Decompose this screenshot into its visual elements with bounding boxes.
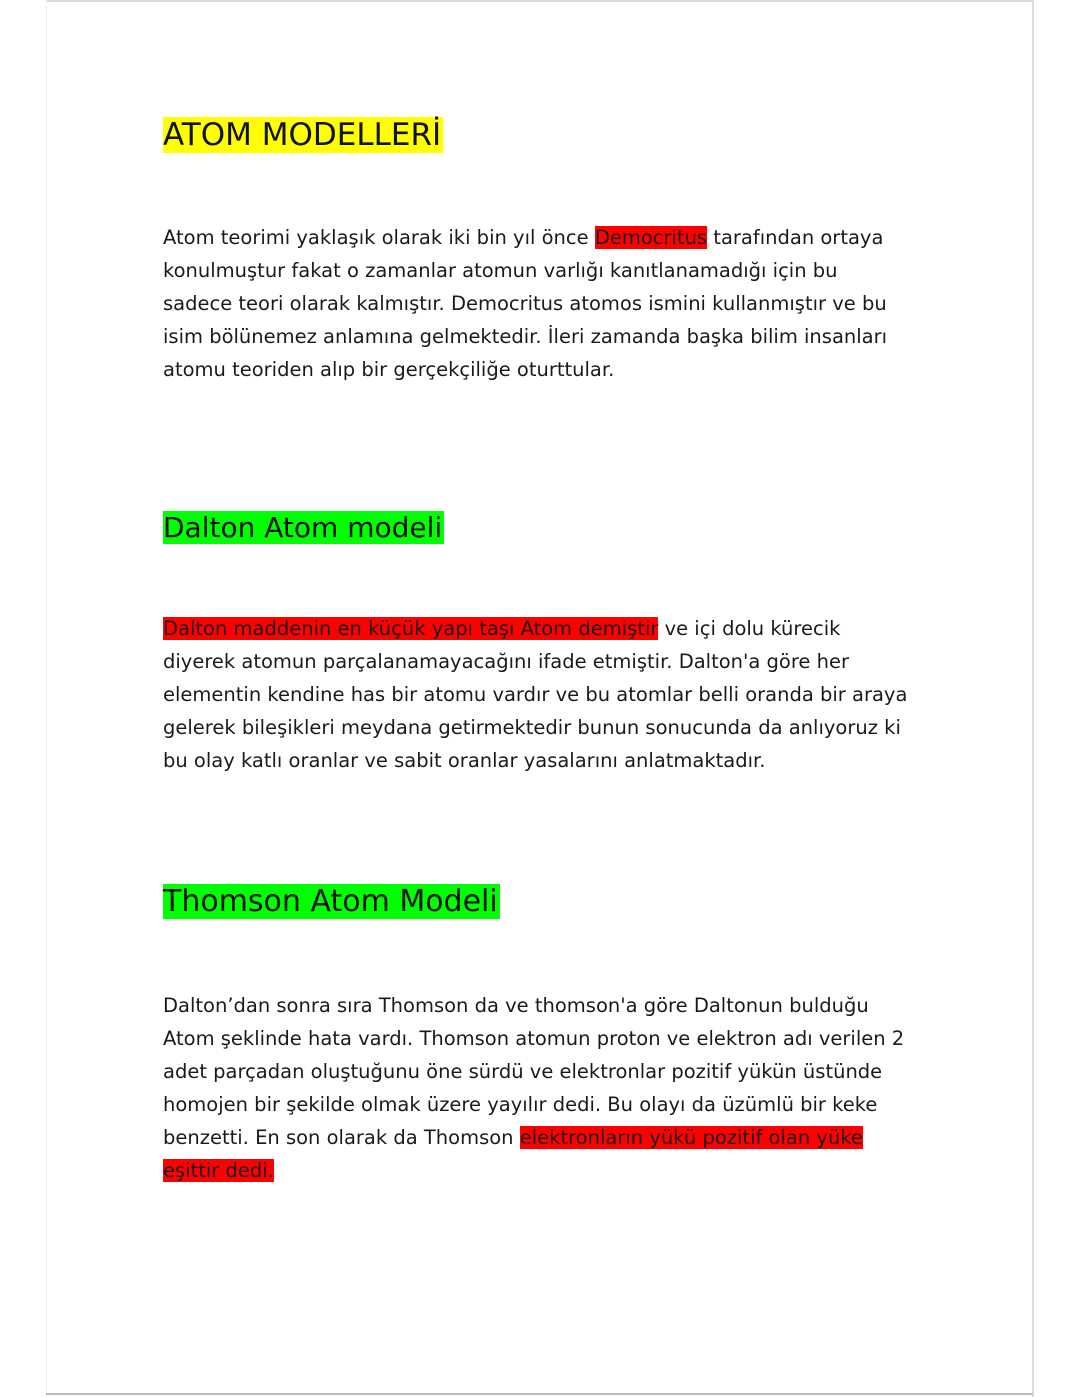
dalton-line-1	[163, 612, 923, 645]
dalton-line-1-post: ve içi dolu kürecik	[658, 617, 841, 640]
thomson-line-4: homojen bir şekilde olmak üzere yayılır dedi. Bu olayı da üzümlü bir keke	[163, 1093, 878, 1116]
thomson-line-5-pre: benzetti. En son olarak da Thomson	[163, 1126, 520, 1149]
intro-line-1-pre: Atom teorimi yaklaşık olarak iki bin yıl önce	[163, 226, 595, 249]
intro-line-1	[163, 221, 923, 254]
intro-line-3: sadece teori olarak kalmıştır. Democritus atomos ismini kullanmıştır ve bu	[163, 292, 887, 315]
thomson-highlight-1: elektronların yükü pozitif olan yüke	[519, 1126, 863, 1149]
main-title	[163, 116, 443, 155]
thomson-line-1: Dalton’dan sonra sıra Thomson da ve thomson'a göre Daltonun bulduğu	[163, 994, 869, 1017]
thomson-highlight-2: eşittir dedi.	[163, 1159, 274, 1182]
intro-paragraph	[163, 221, 923, 386]
thomson-line-5	[163, 1121, 923, 1154]
thomson-line-3: adet parçadan oluştuğunu öne sürdü ve elektronlar pozitif yükün üstünde	[163, 1060, 883, 1083]
dalton-heading	[163, 510, 444, 545]
dalton-line-4: gelerek bileşikleri meydana getirmektedir bunun sonucunda da anlıyoruz ki	[163, 716, 901, 739]
thomson-paragraph	[163, 989, 923, 1187]
dalton-line-3: elementin kendine has bir atomu vardır ve bu atomlar belli oranda bir araya	[163, 683, 908, 706]
thomson-line-2: Atom şeklinde hata vardı. Thomson atomun proton ve elektron adı verilen 2	[163, 1027, 905, 1050]
page-right-border	[1032, 0, 1034, 1397]
intro-line-2: konulmuştur fakat o zamanlar atomun varlığı kanıtlanamadığı için bu	[163, 259, 838, 282]
intro-line-4: isim bölünemez anlamına gelmektedir. İleri zamanda başka bilim insanları	[163, 325, 888, 348]
dalton-paragraph	[163, 612, 923, 777]
dalton-line-5: bu olay katlı oranlar ve sabit oranlar yasalarını anlatmaktadır.	[163, 749, 766, 772]
page-left-border	[46, 0, 47, 1397]
dalton-line-2: diyerek atomun parçalanamayacağını ifade etmiştir. Dalton'a göre her	[163, 650, 849, 673]
page-bottom-border	[46, 1393, 1033, 1395]
page-top-border	[46, 0, 1033, 2]
dalton-highlight: Dalton maddenin en küçük yapı taşı Atom demiştir	[163, 617, 659, 640]
intro-line-5: atomu teoriden alıp bir gerçekçiliğe oturttular.	[163, 358, 615, 381]
thomson-heading-text: Thomson Atom Modeli	[163, 884, 498, 919]
thomson-line-6	[163, 1154, 923, 1187]
main-title-text: ATOM MODELLERİ	[163, 117, 442, 153]
thomson-heading	[163, 883, 500, 921]
democritus-highlight: Democritus	[594, 226, 708, 249]
dalton-heading-text: Dalton Atom modeli	[163, 511, 443, 544]
intro-line-1-post: tarafından ortaya	[707, 226, 884, 249]
